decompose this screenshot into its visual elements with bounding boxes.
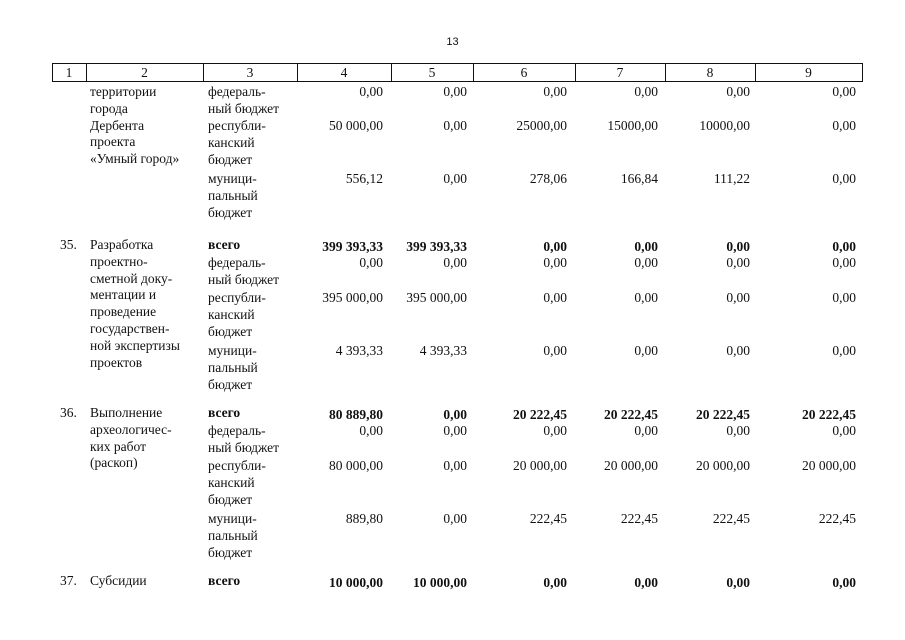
funding-source-label: [208, 511, 258, 561]
value-cell: 0,00: [443, 423, 467, 438]
value-cell: 25000,00: [516, 118, 567, 133]
text-line: проекта: [90, 134, 136, 150]
header-divider: [862, 63, 863, 82]
value-cell: 20 000,00: [696, 458, 750, 473]
value-cell: 0,00: [726, 575, 750, 590]
text-line: канский: [208, 134, 255, 150]
value-cell: 222,45: [712, 511, 750, 526]
text-line: Разработка: [90, 237, 154, 252]
value-cell: 0,00: [634, 84, 658, 99]
text-line: республи-: [208, 458, 266, 473]
value-cell: 395 000,00: [322, 290, 383, 305]
column-header: 4: [340, 65, 348, 80]
value-cell: 0,00: [443, 511, 467, 526]
column-header: 1: [65, 65, 73, 80]
value-cell: 222,45: [529, 511, 567, 526]
value-cell: 20 000,00: [604, 458, 658, 473]
text-line: ких работ: [90, 438, 146, 454]
text-line: бюджет: [208, 204, 253, 220]
value-cell: 0,00: [832, 575, 856, 590]
text-line: бюджет: [208, 544, 253, 560]
funding-source-label: [208, 171, 258, 221]
value-cell: 0,00: [443, 118, 467, 133]
funding-source-label: [208, 423, 279, 457]
value-cell: 0,00: [832, 423, 856, 438]
text-line: Субсидии: [90, 573, 147, 588]
text-line: бюджет: [208, 376, 253, 392]
value-cell: 0,00: [359, 423, 383, 438]
value-cell: 166,84: [620, 171, 658, 186]
value-cell: 395 000,00: [406, 290, 467, 305]
text-line: канский: [208, 306, 255, 322]
value-cell: 4 393,33: [419, 343, 467, 358]
text-line: федераль-: [208, 255, 266, 270]
value-cell: 0,00: [726, 423, 750, 438]
column-header: 6: [520, 65, 528, 80]
value-cell: 20 222,45: [513, 407, 567, 422]
text-line: пальный: [208, 527, 258, 543]
value-cell: 556,12: [345, 171, 383, 186]
value-cell: 0,00: [634, 290, 658, 305]
value-cell: 399 393,33: [406, 239, 467, 254]
value-cell: 0,00: [443, 255, 467, 270]
item-name: [90, 237, 180, 371]
value-cell: 0,00: [726, 84, 750, 99]
funding-source-label: [208, 573, 240, 590]
value-cell: 0,00: [832, 118, 856, 133]
text-line: проведение: [90, 304, 157, 320]
text-line: муници-: [208, 511, 257, 526]
value-cell: 0,00: [634, 239, 658, 254]
value-cell: 0,00: [543, 575, 567, 590]
text-line: всего: [208, 405, 241, 420]
column-header: 8: [706, 65, 714, 80]
value-cell: 20 222,45: [604, 407, 658, 422]
text-line: республи-: [208, 290, 266, 305]
text-line: муници-: [208, 171, 257, 186]
text-line: бюджет: [208, 151, 253, 167]
text-line: пальный: [208, 359, 258, 375]
value-cell: 0,00: [443, 458, 467, 473]
text-line: всего: [208, 237, 241, 252]
value-cell: 0,00: [832, 84, 856, 99]
value-cell: 80 000,00: [329, 458, 383, 473]
value-cell: 0,00: [359, 84, 383, 99]
text-line: федераль-: [208, 84, 266, 99]
text-line: Дербента: [90, 117, 145, 133]
item-number: 37.: [60, 573, 77, 588]
text-line: бюджет: [208, 323, 253, 339]
text-line: (раскоп): [90, 455, 138, 471]
value-cell: 20 000,00: [513, 458, 567, 473]
value-cell: 278,06: [529, 171, 567, 186]
item-number: 35.: [60, 237, 77, 252]
funding-source-label: [208, 237, 240, 254]
value-cell: 0,00: [832, 255, 856, 270]
funding-source-label: [208, 343, 258, 393]
text-line: государствен-: [90, 320, 170, 336]
value-cell: 0,00: [543, 84, 567, 99]
value-cell: 0,00: [543, 423, 567, 438]
value-cell: 0,00: [443, 171, 467, 186]
text-line: территории: [90, 84, 157, 99]
header-bottom-rule: [52, 81, 862, 82]
value-cell: 0,00: [543, 343, 567, 358]
value-cell: 222,45: [620, 511, 658, 526]
text-line: пальный: [208, 187, 258, 203]
value-cell: 222,45: [818, 511, 856, 526]
value-cell: 0,00: [634, 343, 658, 358]
header-top-rule: [52, 63, 862, 64]
value-cell: 0,00: [832, 343, 856, 358]
column-header: 5: [428, 65, 436, 80]
value-cell: 10 000,00: [413, 575, 467, 590]
funding-source-label: [208, 290, 266, 340]
text-line: проектов: [90, 354, 143, 370]
value-cell: 20 222,45: [802, 407, 856, 422]
funding-source-label: [208, 118, 266, 168]
text-line: бюджет: [208, 491, 253, 507]
text-line: Выполнение: [90, 405, 163, 420]
value-cell: 0,00: [832, 290, 856, 305]
value-cell: 20 000,00: [802, 458, 856, 473]
value-cell: 0,00: [543, 239, 567, 254]
value-cell: 80 889,80: [329, 407, 383, 422]
value-cell: 10 000,00: [329, 575, 383, 590]
value-cell: 0,00: [634, 255, 658, 270]
column-header: 7: [616, 65, 624, 80]
value-cell: 0,00: [726, 255, 750, 270]
text-line: ной экспертизы: [90, 337, 180, 353]
text-line: муници-: [208, 343, 257, 358]
funding-source-label: [208, 255, 279, 289]
value-cell: 15000,00: [607, 118, 658, 133]
column-header: 3: [246, 65, 254, 80]
value-cell: 889,80: [345, 511, 383, 526]
value-cell: 111,22: [713, 171, 750, 186]
value-cell: 0,00: [543, 290, 567, 305]
value-cell: 399 393,33: [322, 239, 383, 254]
value-cell: 0,00: [726, 239, 750, 254]
text-line: ный бюджет: [208, 271, 280, 287]
value-cell: 50 000,00: [329, 118, 383, 133]
text-line: всего: [208, 573, 241, 588]
text-line: республи-: [208, 118, 266, 133]
text-line: канский: [208, 474, 255, 490]
item-name: [90, 573, 147, 590]
value-cell: 0,00: [359, 255, 383, 270]
text-line: археологичес-: [90, 421, 172, 437]
text-line: «Умный город»: [90, 151, 180, 167]
value-cell: 0,00: [443, 407, 467, 422]
value-cell: 10000,00: [699, 118, 750, 133]
value-cell: 0,00: [726, 343, 750, 358]
value-cell: 0,00: [634, 575, 658, 590]
text-line: проектно-: [90, 253, 148, 269]
column-header: 2: [141, 65, 148, 80]
value-cell: 0,00: [543, 255, 567, 270]
text-line: города: [90, 100, 128, 116]
value-cell: 0,00: [832, 171, 856, 186]
value-cell: 4 393,33: [335, 343, 383, 358]
text-line: ный бюджет: [208, 100, 280, 116]
text-line: ментации и: [90, 287, 157, 303]
value-cell: 0,00: [634, 423, 658, 438]
value-cell: 20 222,45: [696, 407, 750, 422]
item-number: 36.: [60, 405, 77, 420]
item-name: [90, 84, 179, 168]
value-cell: 0,00: [832, 239, 856, 254]
text-line: сметной доку-: [90, 270, 173, 286]
column-header: 9: [805, 65, 812, 80]
item-name: [90, 405, 172, 472]
text-line: федераль-: [208, 423, 266, 438]
text-line: ный бюджет: [208, 439, 280, 455]
value-cell: 0,00: [726, 290, 750, 305]
page-number: 13: [446, 36, 459, 48]
funding-source-label: [208, 405, 240, 422]
funding-source-label: [208, 458, 266, 508]
funding-source-label: [208, 84, 279, 118]
value-cell: 0,00: [443, 84, 467, 99]
